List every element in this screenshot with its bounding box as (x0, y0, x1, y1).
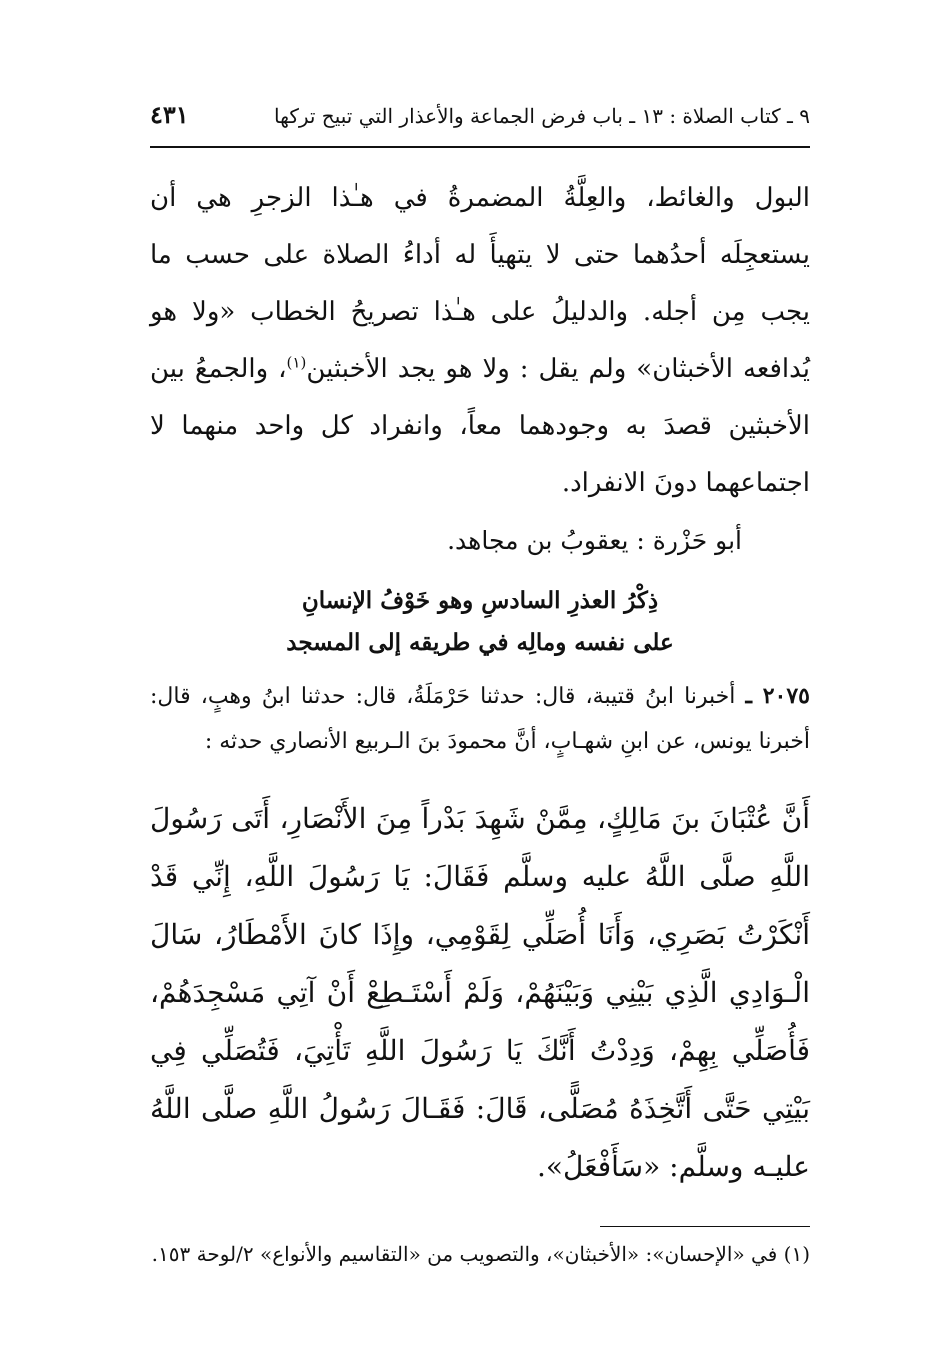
header-rule (150, 146, 810, 148)
section-heading-line-2: على نفسه ومالِه في طريقه إلى المسجد (286, 629, 674, 656)
page-number: ٤٣١ (150, 100, 189, 129)
section-heading (150, 580, 810, 664)
hadith-text: أَنَّ عُتْبَانَ بنَ مَالِكٍ، مِمَّنْ شَهِدَ بَدْراً مِنَ الأَنْصَارِ، أَتَى رَسُولَ اللَّهِ صلَّى اللَّهُ عليه وسلَّم فَقَالَ: يَا رَسُولَ اللَّهِ، إِنِّي قَدْ أَنْكَرْتُ بَصَرِي، وَأَنَا أُصَلِّي لِقَوْمِي، وإِذَا كانَ الأَمْطَارُ، سَالَ الْـوَادِي الَّذِي بَيْنِي وَبَيْنَهُمْ، وَلَمْ أَسْتَـطِعْ أَنْ آتِي مَسْجِدَهُمْ، فَأُصَلِّي بِهِمْ، وَدِدْتُ أَنَّكَ يَا رَسُولَ اللَّهِ تَأْتِيَ، فَتُصَلِّي فِي بَيْتِي حَتَّى أَتَّخِذَهُ مُصَلًّى، قَالَ: فَقَـالَ رَسُولُ اللَّهِ صلَّى اللَّهُ عليـه وسلَّم: «سَأَفْعَلُ». (150, 802, 810, 1183)
author-note: أبو حَزْرة : يعقوبُ بن مجاهد. (447, 526, 742, 555)
page-header (150, 100, 810, 140)
book-page (150, 100, 810, 1271)
hadith-chain-text: أخبرنا ابنُ قتيبة، قال: حدثنا حَرْمَلَةُ، قال: حدثنا ابنُ وهبٍ، قال: أخبرنا يونس، عن ابنِ شهـابٍ، أنَّ محمودَ بنَ الـربيع الأنصاري حدثه : (150, 684, 810, 754)
footnote-rule (600, 1226, 810, 1227)
running-title: ٩ ـ كتاب الصلاة : ١٣ ـ باب فرض الجماعة والأعذار التي تبيح تركها (274, 104, 810, 128)
hadith-chain (150, 674, 810, 764)
hadith-number: ٢٠٧٥ ـ (745, 683, 810, 709)
footnote-marker: (١) (286, 353, 307, 372)
body-paragraph-text: البول والغائط، والعِلَّةُ المضمرةُ في هـٰذا الزجرِ هي أن يستعجِلَه أحدُهما حتى لا يتهيأَ له أداءُ الصلاة على حسب ما يجب مِن أجله. والدليلُ على هـٰذا تصريحُ الخطاب «ولا هو يُدافعه الأخبثان» ولم يقل : ولا هو يجد الأخبثين (150, 183, 811, 384)
body-paragraph (150, 170, 810, 512)
section-heading-line-1: ذِكْرُ العذرِ السادسِ وهو خَوْفُ الإنسانِ (301, 587, 659, 614)
body-paragraph-end: ، والجمعُ بين الأخبثين قصدَ به وجودهما معاً، وانفراد كل واحد منهما لا اجتماعهما دونَ الانفراد. (150, 354, 810, 498)
footnote: (١) في «الإحسان»: «الأخبثان»، والتصويب من «التقاسيم والأنواع» ٢/لوحة ١٥٣. (151, 1242, 810, 1266)
